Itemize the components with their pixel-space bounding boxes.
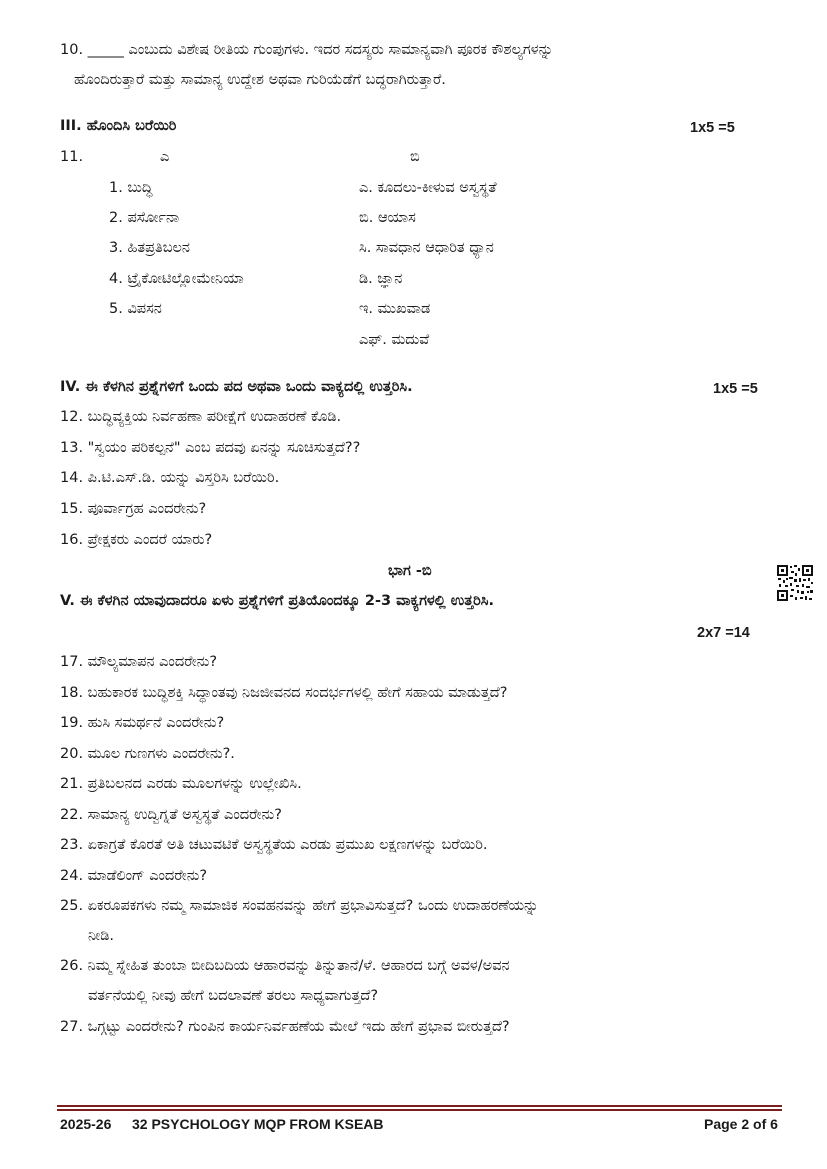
question-19: 19. ಹುಸಿ ಸಮರ್ಥನೆ ಎಂದರೇನು? <box>60 715 225 731</box>
qr-code-icon <box>776 564 814 602</box>
question-13: 13. "ಸ್ವಯಂ ಪರಿಕಲ್ಪನೆ" ಎಂಬ ಪದವು ಏನನ್ನು ಸೂಚಿಸುತ್ತದೆ?? <box>60 440 361 456</box>
match-b-item: ಡಿ. ಜ್ಞಾನ <box>359 271 403 287</box>
page-label: Page <box>704 1116 738 1132</box>
section-3-marks: 1x5 =5 <box>690 120 735 136</box>
part-b-title: ಭಾಗ -ಬಿ <box>388 563 432 579</box>
page-current: 2 <box>741 1116 750 1132</box>
match-b-item: ಎ. ಕೂದಲು-ಕೀಳುವ ಅಸ್ವಸ್ಥತೆ <box>359 180 497 196</box>
match-b-item: ಬಿ. ಆಯಾಸ <box>359 210 416 226</box>
match-b-item: ಸಿ. ಸಾವಧಾನ ಆಧಾರಿತ ಧ್ಯಾನ <box>359 240 494 256</box>
question-number: 10. <box>60 42 84 58</box>
question-25-line2: ನೀಡಿ. <box>88 928 114 944</box>
question-10 <box>60 42 553 58</box>
question-15: 15. ಪೂರ್ವಾಗ್ರಹ ಎಂದರೇನು? <box>60 501 207 517</box>
section-3-title: III. ಹೊಂದಿಸಿ ಬರೆಯಿರಿ <box>60 118 177 134</box>
section-5-title: V. ಈ ಕೆಳಗಿನ ಯಾವುದಾದರೂ ಏಳು ಪ್ರಶ್ನೆಗಳಿಗೆ ಪ್ರತಿಯೊಂದಕ್ಕೂ 2-3 ವಾಕ್ಯಗಳಲ್ಲಿ ಉತ್ತರಿಸಿ. <box>60 593 495 609</box>
section-5-marks: 2x7 =14 <box>697 625 750 641</box>
match-a-item: 5. ವಿಪಸನ <box>109 301 162 317</box>
page-number <box>704 1116 778 1132</box>
match-a-item: 1. ಬುದ್ಧಿ <box>109 180 153 196</box>
section-4-marks: 1x5 =5 <box>713 381 758 397</box>
match-b-item: ಇ. ಮುಖವಾಡ <box>359 301 431 317</box>
question-16: 16. ಪ್ರೇಕ್ಷಕರು ಎಂದರೆ ಯಾರು? <box>60 532 213 548</box>
column-b-header: ಬಿ <box>410 149 420 165</box>
question-18: 18. ಬಹುಕಾರಕ ಬುದ್ಧಿಶಕ್ತಿ ಸಿದ್ಧಾಂತವು ನಿಜಜೀವನದ ಸಂದರ್ಭಗಳಲ್ಲಿ ಹೇಗೆ ಸಹಾಯ ಮಾಡುತ್ತದೆ? <box>60 685 508 701</box>
match-a-item: 3. ಹಿತಪ್ರತಿಬಲನ <box>109 240 190 256</box>
footer-divider <box>57 1105 782 1111</box>
question-26: 26. ನಿಮ್ಮ ಸ್ನೇಹಿತ ತುಂಬಾ ಬೀದಿಬದಿಯ ಆಹಾರವನ್ನು ತಿನ್ನುತಾನೆ/ಳೆ. ಆಹಾರದ ಬಗ್ಗೆ ಅವಳ/ಅವನ <box>60 958 510 974</box>
question-text: ಎಂಬುದು ವಿಶೇಷ ರೀತಿಯ ಗುಂಪುಗಳು. ಇದರ ಸದಸ್ಯರು ಸಾಮಾನ್ಯವಾಗಿ ಪೂರಕ ಕೌಶಲ್ಯಗಳನ್ನು <box>128 42 554 58</box>
question-20: 20. ಮೂಲ ಗುಣಗಳು ಎಂದರೇನು?. <box>60 746 235 762</box>
question-21: 21. ಪ್ರತಿಬಲನದ ಎರಡು ಮೂಲಗಳನ್ನು ಉಲ್ಲೇಖಿಸಿ. <box>60 776 302 792</box>
question-14: 14. ಪಿ.ಟಿ.ಎಸ್.ಡಿ. ಯನ್ನು ವಿಸ್ತರಿಸಿ ಬರೆಯಿರಿ. <box>60 470 280 486</box>
answer-blank: _____ <box>87 42 124 58</box>
match-a-item: 2. ಪರ್ಸೋನಾ <box>109 210 180 226</box>
question-23: 23. ಏಕಾಗ್ರತೆ ಕೊರತೆ ಅತಿ ಚಟುವಟಿಕೆ ಅಸ್ವಸ್ಥತೆಯ ಎರಡು ಪ್ರಮುಖ ಲಕ್ಷಣಗಳನ್ನು ಬರೆಯಿರಿ. <box>60 837 488 853</box>
question-10-line2: ಹೊಂದಿರುತ್ತಾರೆ ಮತ್ತು ಸಾಮಾನ್ಯ ಉದ್ದೇಶ ಅಥವಾ ಗುರಿಯೆಡೆಗೆ ಬದ್ಧರಾಗಿರುತ್ತಾರೆ. <box>74 72 446 88</box>
footer-year: 2025-26 <box>60 1116 112 1132</box>
column-a-header: ಎ <box>160 149 170 165</box>
question-27: 27. ಒಗ್ಗಟ್ಟು ಎಂದರೇನು? ಗುಂಪಿನ ಕಾರ್ಯನಿರ್ವಹಣೆಯ ಮೇಲೆ ಇದು ಹೇಗೆ ಪ್ರಭಾವ ಬೀರುತ್ತದೆ? <box>60 1019 510 1035</box>
footer-title: 32 PSYCHOLOGY MQP FROM KSEAB <box>132 1116 384 1132</box>
question-12: 12. ಬುದ್ಧಿವ್ಯಕ್ತಿಯ ನಿರ್ವಹಣಾ ಪರೀಕ್ಷೆಗೆ ಉದಾಹರಣೆ ಕೊಡಿ. <box>60 409 342 425</box>
section-4-title: IV. ಈ ಕೆಳಗಿನ ಪ್ರಶ್ನೆಗಳಿಗೆ ಒಂದು ಪದ ಅಥವಾ ಒಂದು ವಾಕ್ಯದಲ್ಲಿ ಉತ್ತರಿಸಿ. <box>60 379 413 395</box>
question-24: 24. ಮಾಡೆಲಿಂಗ್ ಎಂದರೇನು? <box>60 868 208 884</box>
question-25: 25. ಏಕರೂಪಕಗಳು ನಮ್ಮ ಸಾಮಾಜಿಕ ಸಂವಹನವನ್ನು ಹೇಗೆ ಪ್ರಭಾವಿಸುತ್ತದೆ? ಒಂದು ಉದಾಹರಣೆಯನ್ನು <box>60 898 539 914</box>
question-26-line2: ವರ್ತನೆಯಲ್ಲಿ ನೀವು ಹೇಗೆ ಬದಲಾವಣೆ ತರಲು ಸಾಧ್ಯವಾಗುತ್ತದೆ? <box>88 988 379 1004</box>
question-22: 22. ಸಾಮಾನ್ಯ ಉದ್ವಿಗ್ನತೆ ಅಸ್ವಸ್ಥತೆ ಎಂದರೇನು? <box>60 807 282 823</box>
page-total: of 6 <box>753 1116 778 1132</box>
question-11-number: 11. <box>60 149 84 165</box>
match-b-item: ಎಫ್. ಮದುವೆ <box>359 332 430 348</box>
match-a-item: 4. ಟ್ರೈಕೋಟಿಲ್ಲೋಮೇನಿಯಾ <box>109 271 244 287</box>
question-17: 17. ಮೌಲ್ಯಮಾಪನ ಎಂದರೇನು? <box>60 654 218 670</box>
